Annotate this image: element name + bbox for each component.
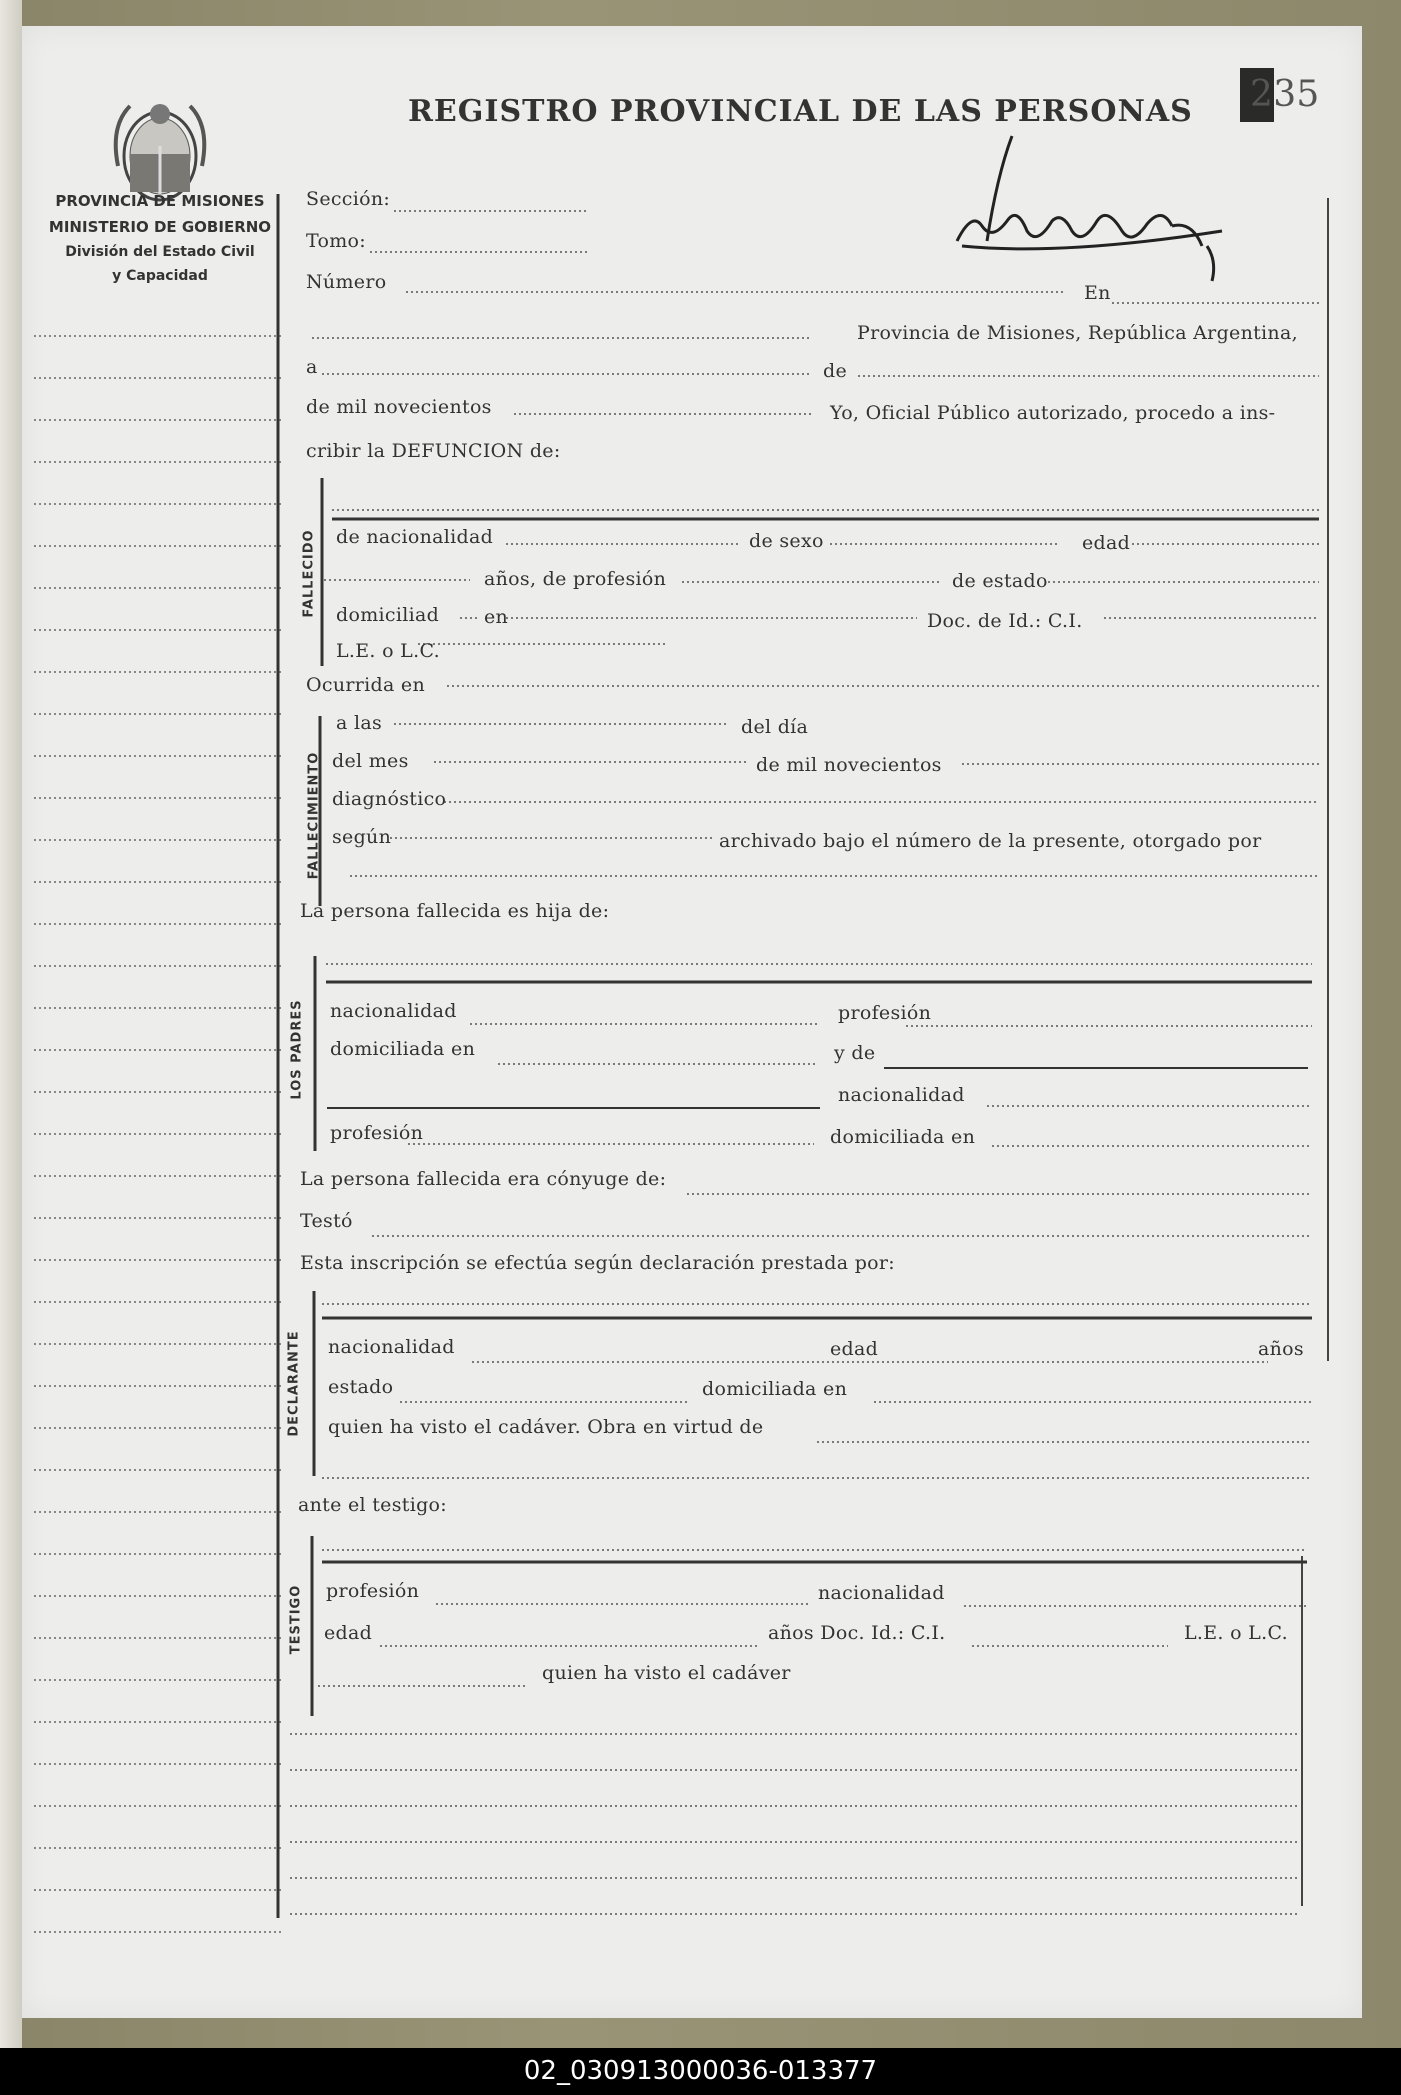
testigo-profesion: profesión	[326, 1580, 420, 1602]
padres-domiciliada: domiciliada en	[330, 1038, 476, 1060]
testigo-le: L.E. o L.C.	[1184, 1622, 1288, 1644]
testigo-anios-doc: años Doc. Id.: C.I.	[768, 1622, 946, 1644]
fallecido-estado: de estado	[952, 570, 1048, 592]
hija-de-label: La persona fallecida es hija de:	[300, 900, 610, 922]
image-identifier: 02_030913000036-013377	[0, 2048, 1401, 2095]
institution-ministry: MINISTERIO DE GOBIERNO	[48, 218, 272, 236]
declarante-domiciliada: domiciliada en	[702, 1378, 848, 1400]
testigo-quien: quien ha visto el cadáver	[542, 1662, 791, 1684]
conyuge-label: La persona fallecida era cónyuge de:	[300, 1168, 667, 1190]
inscripcion-label: Esta inscripción se efectúa según declaración prestada por:	[300, 1252, 896, 1274]
fallecido-doc: Doc. de Id.: C.I.	[927, 610, 1083, 632]
fallecido-edad: edad	[1082, 532, 1131, 554]
testigo-side-label: TESTIGO	[288, 1584, 304, 1655]
declarante-side-label: DECLARANTE	[286, 1330, 302, 1437]
declarante-anios: años	[1258, 1338, 1304, 1360]
padres-nacionalidad-2: nacionalidad	[838, 1084, 965, 1106]
institution-capacity: y Capacidad	[112, 268, 208, 284]
tomo-label: Tomo:	[306, 230, 366, 252]
dotted-fill-lines	[290, 211, 1322, 1914]
coat-of-arms-icon	[116, 104, 205, 200]
ocurrida-label: Ocurrida en	[306, 674, 426, 696]
fallecido-le: L.E. o L.C.	[336, 640, 440, 662]
padres-profesion-2: profesión	[330, 1122, 424, 1144]
padres-nacionalidad: nacionalidad	[330, 1000, 457, 1022]
testo-label: Testó	[300, 1210, 353, 1232]
fallecimiento-del-dia: del día	[741, 716, 809, 738]
testigo-nacionalidad: nacionalidad	[818, 1582, 945, 1604]
fallecimiento-del-mes: del mes	[332, 750, 409, 772]
fallecimiento-diagnostico: diagnóstico	[332, 788, 447, 810]
padres-side-label: LOS PADRES	[289, 999, 305, 1100]
fallecido-en: en	[484, 606, 509, 628]
fallecido-side-label: FALLECIDO	[301, 529, 317, 618]
testigo-edad: edad	[324, 1622, 373, 1644]
de-label: de	[823, 360, 848, 382]
signature-icon	[957, 136, 1222, 281]
fallecido-domicilio: domiciliad	[336, 604, 440, 626]
declarante-quien: quien ha visto el cadáver. Obra en virtud de	[328, 1416, 764, 1438]
numero-label: Número	[306, 271, 387, 293]
institution-province: PROVINCIA DE MISIONES	[55, 192, 265, 210]
padres-profesion: profesión	[838, 1002, 932, 1024]
margin-rules	[34, 336, 284, 1932]
padres-domiciliada-2: domiciliada en	[830, 1126, 976, 1148]
fallecimiento-segun: según	[332, 826, 392, 848]
fallecimiento-a-las: a las	[336, 712, 383, 734]
fallecimiento-side-label: FALLECIMIENTO	[306, 751, 322, 880]
fallecido-nacionalidad: de nacionalidad	[336, 526, 494, 548]
page-number: 235	[1250, 74, 1320, 115]
register-page	[22, 26, 1362, 2018]
fallecimiento-archivado: archivado bajo el número de la presente, otorgado por	[719, 830, 1262, 852]
declarante-estado: estado	[328, 1376, 394, 1398]
a-label: a	[306, 356, 318, 378]
fallecimiento-de-mil: de mil novecientos	[756, 754, 942, 776]
provincia-label: Provincia de Misiones, República Argentina,	[857, 322, 1298, 344]
de-mil-label: de mil novecientos	[306, 396, 492, 418]
ante-testigo-label: ante el testigo:	[298, 1494, 447, 1516]
fallecido-anios: años, de profesión	[484, 568, 667, 590]
fallecido-sexo: de sexo	[749, 530, 824, 552]
book-spine	[0, 0, 22, 2048]
padres-y-de: y de	[834, 1042, 876, 1064]
cribir-label: cribir la DEFUNCION de:	[306, 440, 561, 462]
institution-division: División del Estado Civil	[65, 244, 255, 260]
oficial-label: Yo, Oficial Público autorizado, procedo a ins-	[830, 402, 1276, 424]
declarante-edad: edad	[830, 1338, 879, 1360]
declarante-nacionalidad: nacionalidad	[328, 1336, 455, 1358]
en-label: En	[1084, 282, 1111, 304]
page-title: REGISTRO PROVINCIAL DE LAS PERSONAS	[408, 94, 1193, 129]
seccion-label: Sección:	[306, 188, 391, 210]
